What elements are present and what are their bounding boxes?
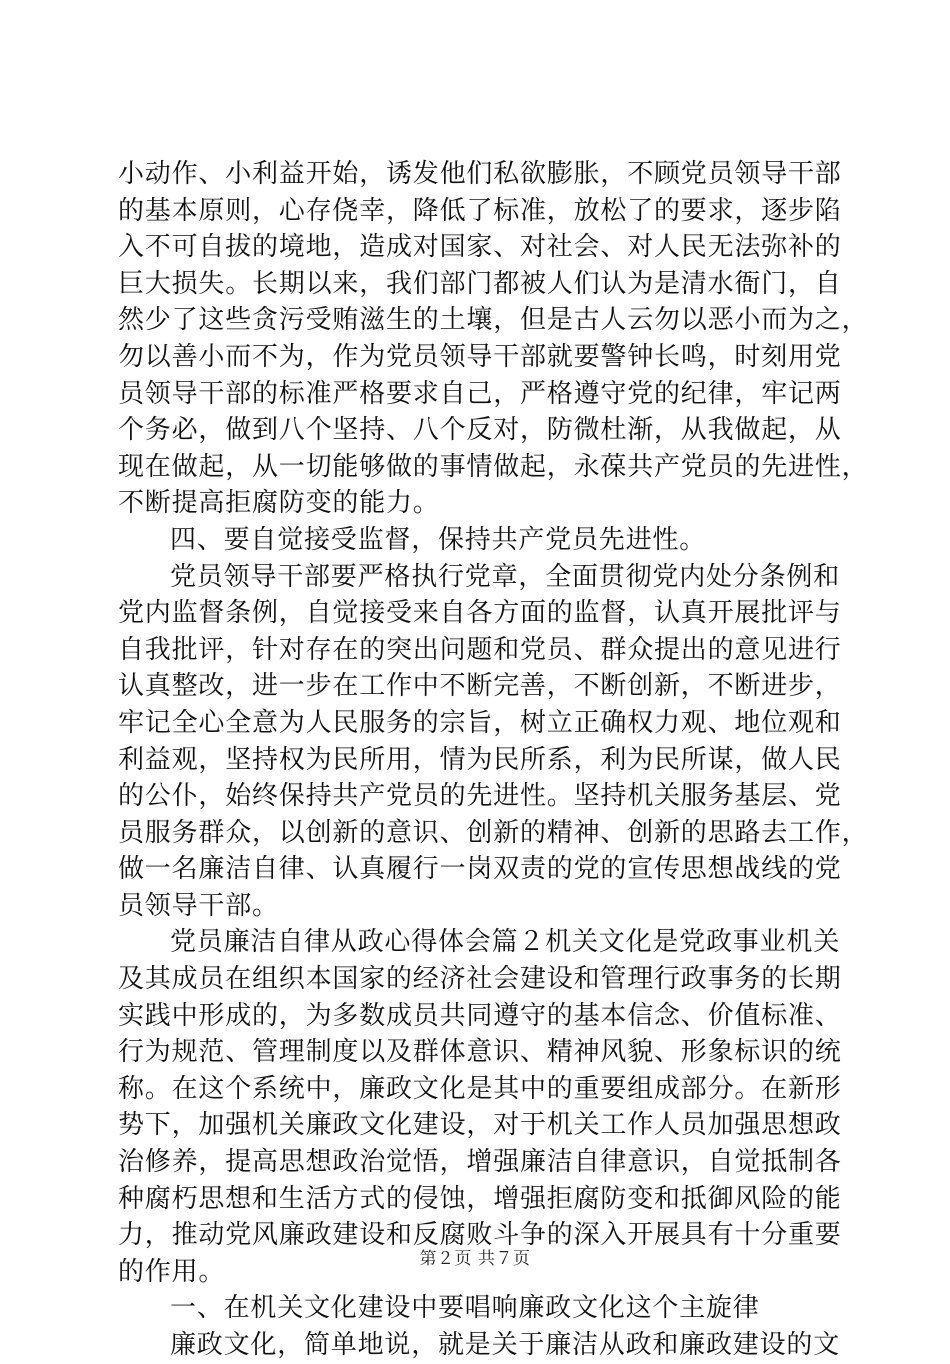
text-line: 称。在这个系统中，廉政文化是其中的重要组成部分。在新形 — [118, 1073, 842, 1104]
text-line: 力，推动党风廉政建设和反腐败斗争的深入开展具有十分重要 — [118, 1220, 842, 1251]
text-line: 治修养，提高思想政治觉悟，增强廉洁自律意识，自觉抵制各 — [118, 1147, 842, 1178]
text-line: 种腐朽思想和生活方式的侵蚀，增强拒腐防变和抵御风险的能 — [118, 1183, 842, 1214]
text-line: 入不可自拔的境地，造成对国家、对社会、对人民无法弥补的 — [118, 232, 842, 263]
text-line: 的公仆，始终保持共产党员的先进性。坚持机关服务基层、党 — [118, 781, 842, 812]
page-footer: 第２页 共７页 — [419, 1249, 531, 1269]
text-line: 行为规范、管理制度以及群体意识、精神风貌、形象标识的统 — [118, 1037, 842, 1068]
text-line: 的作用。 — [118, 1256, 226, 1287]
text-line: 一、在机关文化建设中要唱响廉政文化这个主旋律 — [170, 1293, 760, 1324]
text-line: 实践中形成的，为多数成员共同遵守的基本信念、价值标准、 — [118, 1000, 842, 1031]
text-line: 员领导干部。 — [118, 890, 279, 921]
text-line: 做一名廉洁自律、认真履行一岗双责的党的宣传思想战线的党 — [118, 854, 842, 885]
text-line: 现在做起，从一切能够做的事情做起，永葆共产党员的先进性， — [118, 451, 869, 482]
text-line: 个务必，做到八个坚持、八个反对，防微杜渐，从我做起，从 — [118, 415, 842, 446]
text-line: 利益观，坚持权为民所用，情为民所系，利为民所谋，做人民 — [118, 744, 842, 775]
text-line: 自我批评，针对存在的突出问题和党员、群众提出的意见进行 — [118, 634, 842, 665]
document-body — [118, 156, 869, 1364]
text-line: 小动作、小利益开始，诱发他们私欲膨胀，不顾党员领导干部 — [118, 159, 842, 189]
text-line: 牢记全心全意为人民服务的宗旨，树立正确权力观、地位观和 — [118, 707, 842, 738]
text-line: 党内监督条例，自觉接受来自各方面的监督，认真开展批评与 — [118, 598, 842, 629]
text-line: 势下，加强机关廉政文化建设，对于机关工作人员加强思想政 — [118, 1110, 842, 1141]
text-line: 不断提高拒腐防变的能力。 — [118, 488, 440, 519]
text-line: 巨大损失。长期以来，我们部门都被人们认为是清水衙门，自 — [118, 268, 842, 299]
text-line: 认真整改，进一步在工作中不断完善，不断创新，不断进步， — [118, 671, 842, 702]
text-line: 党员廉洁自律从政心得体会篇２机关文化是党政事业机关 — [170, 927, 841, 958]
text-line: 及其成员在组织本国家的经济社会建设和管理行政事务的长期 — [118, 964, 842, 995]
text-line: 的基本原则，心存侥幸，降低了标准，放松了的要求，逐步陷 — [118, 195, 842, 226]
text-line: 勿以善小而不为，作为党员领导干部就要警钟长鸣，时刻用党 — [118, 341, 842, 372]
text-line: 党员领导干部要严格执行党章，全面贯彻党内处分条例和 — [170, 561, 841, 592]
text-line: 员领导干部的标准严格要求自己，严格遵守党的纪律，牢记两 — [118, 378, 842, 409]
text-line: 廉政文化，简单地说，就是关于廉洁从政和廉政建设的文 — [170, 1330, 841, 1360]
text-line: 然少了这些贪污受贿滋生的土壤，但是古人云勿以恶小而为之， — [118, 305, 869, 336]
text-line: 四、要自觉接受监督，保持共产党员先进性。 — [170, 524, 707, 555]
text-line: 员服务群众，以创新的意识、创新的精神、创新的思路去工作， — [118, 817, 869, 848]
